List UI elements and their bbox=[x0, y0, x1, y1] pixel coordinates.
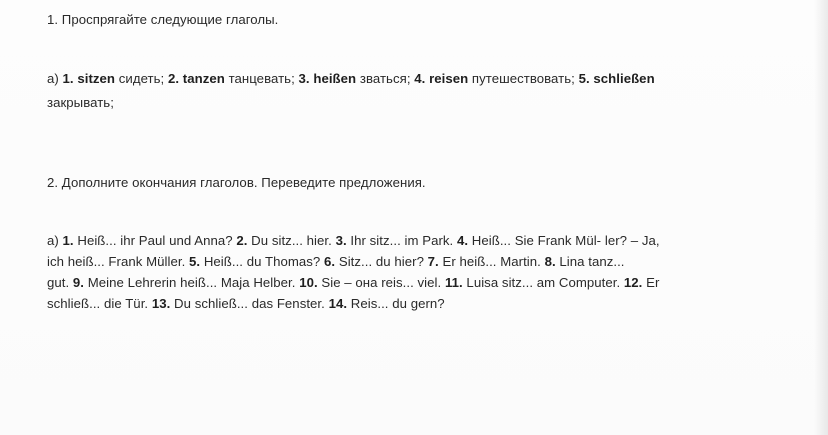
sentence-number: 11. bbox=[444, 275, 463, 290]
sentence-text: Meine Lehrerin heiß... Maja Helber. bbox=[84, 275, 300, 290]
verb-translation: зваться; bbox=[356, 71, 411, 86]
task2-heading: 2. Дополните окончания глаголов. Переведите предложения. bbox=[47, 175, 426, 190]
task2-line-3-content bbox=[47, 275, 659, 290]
sentence-text: Heiß... Sie Frank Mül- ler? – Ja, bbox=[468, 233, 660, 248]
sentence-number: 7. bbox=[427, 254, 439, 269]
sentence-text: Ihr sitz... im Park. bbox=[346, 233, 457, 248]
task2-line-4-content bbox=[47, 296, 445, 311]
task2-line-3 bbox=[47, 274, 788, 292]
sentence-text: Er heiß... Martin. bbox=[438, 254, 545, 269]
verb-translation: сидеть; bbox=[115, 71, 165, 86]
task2-line-1 bbox=[47, 232, 788, 250]
verb-translation: путешествовать; bbox=[468, 71, 575, 86]
sentence-number: 1. bbox=[62, 233, 74, 248]
sentence-number: 9. bbox=[72, 275, 85, 290]
german-verb: schließen bbox=[593, 71, 655, 86]
sentence-text: schließ... die Tür. bbox=[47, 296, 152, 311]
task2-prefix: а) bbox=[47, 233, 59, 248]
sentence-text: gut. bbox=[47, 275, 73, 290]
sentence-number: 6. bbox=[324, 254, 336, 269]
sentence-number: 14. bbox=[328, 296, 348, 311]
sentence-text: Heiß... ihr Paul und Anna? bbox=[73, 233, 237, 248]
item-number: 5. bbox=[574, 71, 594, 86]
sentence-number: 13. bbox=[151, 296, 171, 311]
german-verb: reisen bbox=[429, 71, 469, 86]
sentence-number: 5. bbox=[189, 254, 201, 269]
task2-line-2 bbox=[47, 253, 788, 271]
sentence-number: 2. bbox=[236, 233, 248, 248]
sentence-number: 4. bbox=[456, 233, 469, 248]
task2-line-4 bbox=[47, 295, 788, 313]
sentence-text: Heiß... du Thomas? bbox=[200, 254, 325, 269]
sentence-text: ich heiß... Frank Müller. bbox=[47, 254, 190, 269]
page-edge-shadow bbox=[814, 0, 828, 435]
sentence-text: Du schließ... das Fenster. bbox=[170, 296, 329, 311]
sentence-text: Du sitz... hier. bbox=[247, 233, 336, 248]
item-number: 1. bbox=[62, 71, 78, 86]
sentence-text: Lina tanz... bbox=[555, 254, 625, 269]
task1-heading: 1. Проспрягайте следующие глаголы. bbox=[47, 12, 279, 27]
task2-line-1-content bbox=[63, 233, 660, 248]
sentence-text: Er bbox=[642, 275, 660, 290]
task1-verbs-line bbox=[47, 70, 788, 88]
sentence-number: 10. bbox=[299, 275, 318, 290]
task1-prefix: а) bbox=[47, 71, 59, 86]
task1-verb-list bbox=[63, 71, 655, 86]
german-verb: heißen bbox=[313, 71, 357, 86]
sentence-text: Sitz... du hier? bbox=[335, 254, 428, 269]
sentence-number: 12. bbox=[623, 275, 643, 290]
item-number: 4. bbox=[410, 71, 430, 86]
item-number: 2. bbox=[164, 71, 183, 86]
task1-continuation: закрывать; bbox=[47, 95, 114, 110]
sentence-text: Reis... du gern? bbox=[347, 296, 445, 311]
sentence-number: 8. bbox=[544, 254, 556, 269]
sentence-text: Luisa sitz... am Computer. bbox=[462, 275, 624, 290]
task2-line-2-content bbox=[47, 254, 625, 269]
item-number: 3. bbox=[294, 71, 314, 86]
german-verb: sitzen bbox=[77, 71, 116, 86]
verb-translation: танцевать; bbox=[224, 71, 295, 86]
sentence-text: Sie – она reis... viel. bbox=[317, 275, 445, 290]
sentence-number: 3. bbox=[335, 233, 347, 248]
german-verb: tanzen bbox=[182, 71, 225, 86]
